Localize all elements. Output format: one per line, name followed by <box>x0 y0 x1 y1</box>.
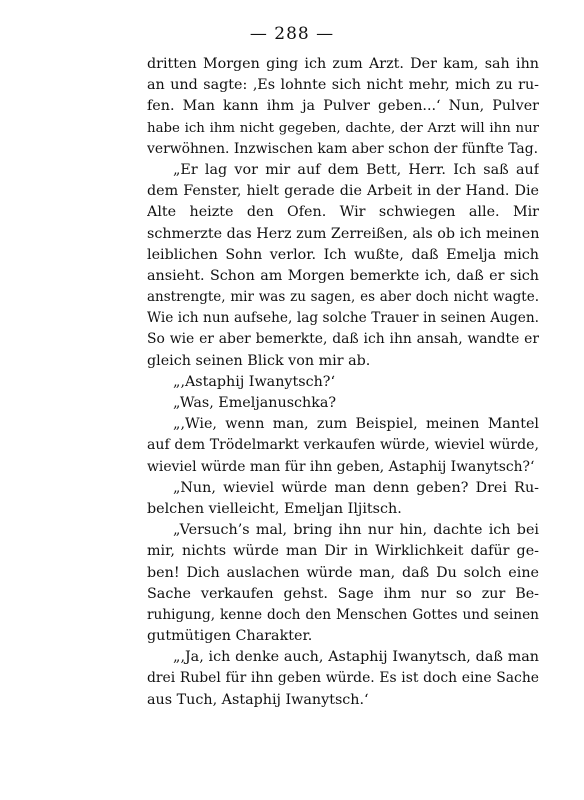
text-line: auf dem Trödelmarkt verkaufen würde, wieviel würde, <box>147 437 539 454</box>
text-line: „Versuch’s mal, bring ihn nur hin, dachte ich bei <box>173 522 539 539</box>
text-line: ansieht. Schon am Morgen bemerkte ich, daß er sich <box>147 267 539 284</box>
text-line: habe ich ihm nicht gegeben, dachte, der Arzt will ihn nur <box>147 120 539 136</box>
text-line: So wie er aber bemerkte, daß ich ihn ansah, wandte er <box>147 331 539 348</box>
text-line: fen. Man kann ihm ja Pulver geben...‘ Nun, Pulver <box>147 98 539 115</box>
text-line: verwöhnen. Inzwischen kam aber schon der fünfte Tag. <box>147 140 539 157</box>
text-line: schmerzte das Herz zum Zerreißen, als ob ich meinen <box>147 225 539 242</box>
text-line: „‚Wie, wenn man, zum Beispiel, meinen Mantel <box>173 416 539 433</box>
text-line: Sache verkaufen gehst. Sage ihm nur so zur Be- <box>147 585 539 602</box>
text-line: wieviel würde man für ihn geben, Astaphij Iwanytsch?‘ <box>147 458 535 475</box>
text-line: drei Rubel für ihn geben würde. Es ist doch eine Sache <box>147 670 539 687</box>
text-line: „Er lag vor mir auf dem Bett, Herr. Ich saß auf <box>173 161 539 178</box>
text-line: anstrengte, mir was zu sagen, es aber doch nicht wagte. <box>147 289 539 306</box>
text-line: dritten Morgen ging ich zum Arzt. Der kam, sah ihn <box>147 56 539 72</box>
text-line: „Nun, wieviel würde man denn geben? Drei Ru- <box>173 479 539 496</box>
text-line: „‚Astaphij Iwanytsch?‘ <box>173 373 335 390</box>
text-line: ben! Dich auslachen würde man, daß Du solch eine <box>147 564 539 581</box>
text-line: ruhigung, kenne doch den Menschen Gottes und seinen <box>147 606 539 623</box>
text-line: gutmütigen Charakter. <box>147 628 313 645</box>
text-line: leiblichen Sohn verlor. Ich wußte, daß Emelja mich <box>147 246 539 263</box>
text-line: dem Fenster, hielt gerade die Arbeit in der Hand. Die <box>147 183 539 200</box>
text-line: belchen vielleicht, Emeljan Iljitsch. <box>147 500 402 517</box>
text-line: „Was, Emeljanuschka? <box>173 395 337 411</box>
text-line: gleich seinen Blick von mir ab. <box>147 352 371 369</box>
text-line: aus Tuch, Astaphij Iwanytsch.‘ <box>147 691 369 708</box>
text-line: „‚Ja, ich denke auch, Astaphij Iwanytsch, daß man <box>173 649 539 666</box>
text-line: mir, nichts würde man Dir in Wirklichkeit dafür ge- <box>147 543 539 560</box>
text-line: an und sagte: ‚Es lohnte sich nicht mehr, mich zu ru- <box>147 77 539 94</box>
text-line: Wie ich nun aufsehe, lag solche Trauer in seinen Augen. <box>147 310 539 327</box>
page-number: — 288 — <box>249 24 335 44</box>
body-text <box>147 54 539 711</box>
text-line: Alte heizte den Ofen. Wir schwiegen alle. Mir <box>147 204 539 221</box>
